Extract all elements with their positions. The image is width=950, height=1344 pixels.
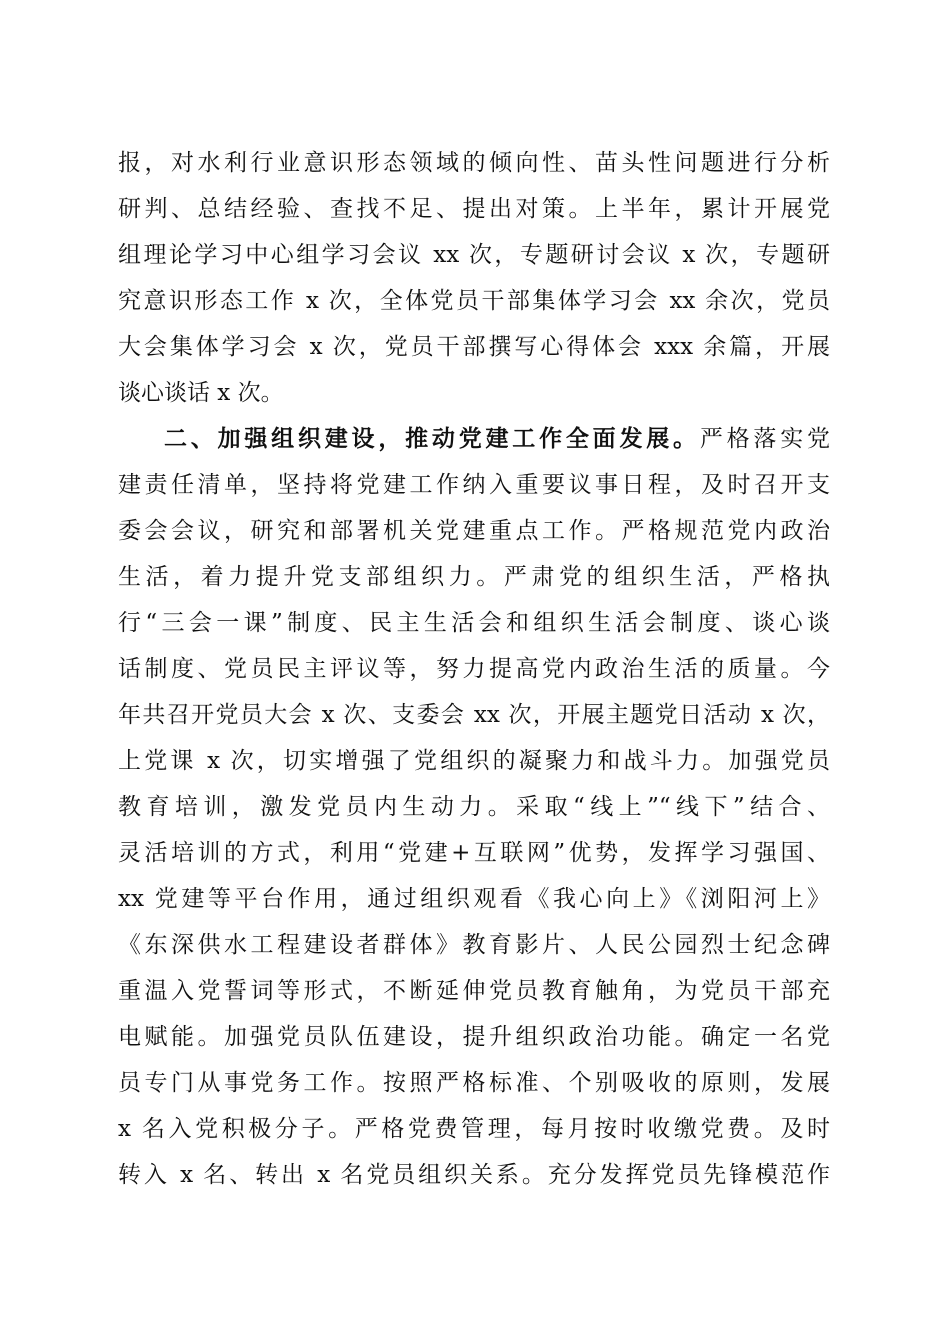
text-line: 重温入党誓词等形式，不断延伸党员教育触角，为党员干部充 [118,978,830,1004]
text-line: 《东深供水工程建设者群体》教育影片、人民公园烈士纪念碑 [118,932,830,958]
text-line: 员专门从事党务工作。按照严格标准、个别吸收的原则，发展 [118,1070,830,1096]
text-line: 究意识形态工作 x 次，全体党员干部集体学习会 xx 余次，党员 [118,288,830,314]
text-line: 电赋能。加强党员队伍建设，提升组织政治功能。确定一名党 [118,1024,830,1050]
paragraph-1 [118,140,830,416]
text-line: 大会集体学习会 x 次，党员干部撰写心得体会 xxx 余篇，开展 [118,334,830,360]
text-line: xx 党建等平台作用，通过组织观看《我心向上》《浏阳河上》 [118,886,830,912]
paragraph-2-first-line [118,416,830,462]
text-line: 谈心谈话 x 次。 [118,380,284,406]
text-line: 年共召开党员大会 x 次、支委会 xx 次，开展主题党日活动 x 次， [118,702,830,728]
text-segment: 严格落实党 [699,426,831,452]
section-heading: 二、加强组织建设，推动党建工作全面发展。 [164,425,700,452]
text-line: 上党课 x 次，切实增强了党组织的凝聚力和战斗力。加强党员 [118,748,830,774]
text-line: 行“三会一课”制度、民主生活会和组织生活会制度、谈心谈 [118,610,830,636]
text-line: x 名入党积极分子。严格党费管理，每月按时收缴党费。及时 [118,1116,830,1142]
text-line: 话制度、党员民主评议等，努力提高党内政治生活的质量。今 [118,656,830,682]
paragraph-2 [118,416,830,1198]
text-line: 组理论学习中心组学习会议 xx 次，专题研讨会议 x 次，专题研 [118,242,830,268]
body-text [118,140,830,1198]
text-line: 教育培训，激发党员内生动力。采取“线上”“线下”结合、 [118,794,830,820]
text-line: 建责任清单，坚持将党建工作纳入重要议事日程，及时召开支 [118,472,830,498]
text-line: 研判、总结经验、查找不足、提出对策。上半年，累计开展党 [118,196,830,222]
text-line: 委会会议，研究和部署机关党建重点工作。严格规范党内政治 [118,518,830,544]
text-line: 转入 x 名、转出 x 名党员组织关系。充分发挥党员先锋模范作 [118,1162,830,1188]
text-line: 生活，着力提升党支部组织力。严肃党的组织生活，严格执 [118,564,830,590]
text-line: 报，对水利行业意识形态领域的倾向性、苗头性问题进行分析 [118,150,830,176]
text-line: 灵活培训的方式，利用“党建+互联网”优势，发挥学习强国、 [118,840,830,866]
